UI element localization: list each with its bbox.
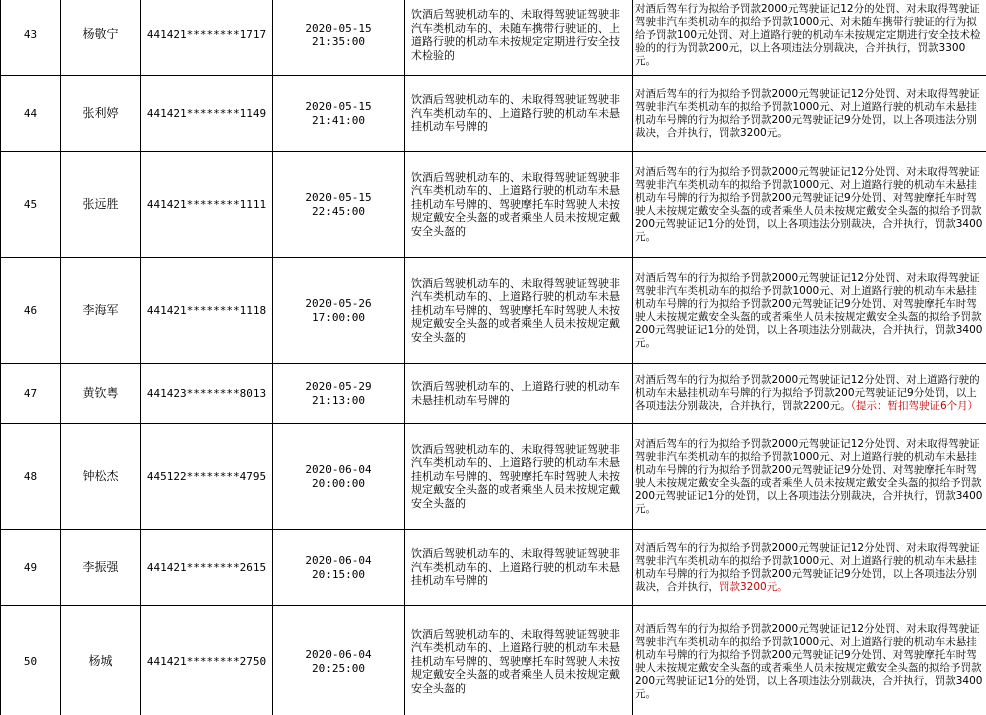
table-row	[1, 530, 986, 606]
violation-description: 饮酒后驾驶机动车的、未取得驾驶证驾驶非汽车类机动车的、上道路行驶的机动车未悬挂机动车号牌的、驾驶摩托车时驾驶人未按规定戴安全头盔的或者乘坐人员未按规定戴安全头盔的	[405, 152, 633, 258]
penalty-text: 对酒后驾车的行为拟给予罚款2000元驾驶证记12分处罚、对未取得驾驶证驾驶非汽车类机动车的拟给予罚款1000元、对上道路行驶的机动车未悬挂机动车号牌的行为拟给予罚款200元驾驶证记9分处罚、对驾驶摩托车时驾驶人未按规定戴安全头盔的或者乘坐人员未按规定戴安全头盔的拟给予罚款200元驾驶证记1分的处罚，以上各项违法分别裁决，合并执行，罚款3400元。	[635, 437, 983, 515]
violation-datetime	[273, 0, 405, 76]
violation-datetime	[273, 152, 405, 258]
violation-date: 2020-06-04	[305, 648, 372, 661]
id-number: 441421********1717	[141, 0, 273, 76]
violation-description: 饮酒后驾驶机动车的、上道路行驶的机动车未悬挂机动车号牌的	[405, 364, 633, 424]
offender-name: 钟松杰	[61, 424, 141, 530]
penalty-decision	[633, 152, 986, 258]
violation-date: 2020-05-15	[305, 21, 372, 35]
violation-time: 20:25:00	[312, 661, 365, 675]
penalty-decision	[633, 258, 986, 364]
penalty-decision	[633, 0, 986, 76]
penalty-text: 对酒后驾车的行为拟给予罚款2000元驾驶证记12分处罚、对上道路行驶的机动车未悬挂机动车号牌的行为拟给予罚款200元驾驶证记9分处罚，以上各项违法分别裁决，合并执行，罚款2200元。	[635, 374, 980, 412]
row-number: 50	[1, 606, 61, 715]
table-row	[1, 424, 986, 530]
violation-time: 20:00:00	[312, 476, 365, 490]
penalty-text: 对酒后驾车的行为拟给予罚款2000元驾驶证记12分处罚、对未取得驾驶证驾驶非汽车类机动车的拟给予罚款1000元、对上道路行驶的机动车未悬挂机动车号牌的行为拟给予罚款200元驾驶证记9分处罚、对驾驶摩托车时驾驶人未按规定戴安全头盔的或者乘坐人员未按规定戴安全头盔的拟给予罚款200元驾驶证记1分的处罚，以上各项违法分别裁决，合并执行，罚款3400元。	[635, 165, 983, 243]
violation-datetime	[273, 76, 405, 152]
id-number: 445122********4795	[141, 424, 273, 530]
offender-name: 李海军	[61, 258, 141, 364]
violation-time: 22:45:00	[312, 204, 365, 218]
offender-name: 黄钦粤	[61, 364, 141, 424]
offender-name: 张利婷	[61, 76, 141, 152]
violation-date: 2020-06-04	[305, 554, 372, 567]
penalty-decision	[633, 364, 986, 424]
violation-description: 饮酒后驾驶机动车的、未取得驾驶证驾驶非汽车类机动车的、上道路行驶的机动车未悬挂机动车号牌的、驾驶摩托车时驾驶人未按规定戴安全头盔的或者乘坐人员未按规定戴安全头盔的	[405, 606, 633, 715]
violation-time: 21:41:00	[312, 113, 365, 127]
penalty-decision	[633, 530, 986, 606]
row-number: 43	[1, 0, 61, 76]
offender-name: 张远胜	[61, 152, 141, 258]
id-number: 441421********1111	[141, 152, 273, 258]
penalty-note: （提示：暂扣驾驶证6个月）	[850, 400, 979, 412]
violation-time: 21:35:00	[312, 35, 365, 48]
violation-time: 17:00:00	[312, 310, 365, 324]
violation-datetime	[273, 364, 405, 424]
penalty-text: 对酒后驾车的行为拟给予罚款2000元驾驶证记12分处罚、对未取得驾驶证驾驶非汽车类机动车的拟给予罚款1000元、对上道路行驶的机动车未悬挂机动车号牌的行为拟给予罚款200元驾驶证记9分处罚，以上各项违法分别裁决，合并执行，	[635, 541, 980, 593]
offender-name: 李振强	[61, 530, 141, 606]
violation-description: 饮酒后驾驶机动车的、未取得驾驶证驾驶非汽车类机动车的、上道路行驶的机动车未悬挂机动车号牌的	[405, 530, 633, 606]
id-number: 441421********2750	[141, 606, 273, 715]
violation-description: 饮酒后驾驶机动车的、未取得驾驶证驾驶非汽车类机动车的、上道路行驶的机动车未悬挂机动车号牌的	[405, 76, 633, 152]
violation-time: 21:13:00	[312, 393, 365, 407]
violation-date: 2020-05-15	[305, 100, 372, 113]
penalty-text: 对酒后驾车行为拟给予罚款2000元驾驶证记12分的处罚、对未取得驾驶证驾驶非汽车类机动车的拟给予罚款1000元、对未随车携带行驶证的行为拟给予罚款100元处罚、对上道路行驶的机动车未按规定定期进行安全技术检验的的行为罚款200元，以上各项违法分别裁决，合并执行，罚款3300元。	[635, 2, 981, 67]
penalty-note: 罚款3200元。	[719, 580, 788, 593]
violation-datetime	[273, 258, 405, 364]
id-number: 441423********8013	[141, 364, 273, 424]
row-number: 44	[1, 76, 61, 152]
violation-datetime	[273, 424, 405, 530]
violation-date: 2020-05-26	[305, 297, 372, 310]
penalty-text: 对酒后驾车的行为拟给予罚款2000元驾驶证记12分处罚、对未取得驾驶证驾驶非汽车类机动车的拟给予罚款1000元、对上道路行驶的机动车未悬挂机动车号牌的行为拟给予罚款200元驾驶证记9分处罚，以上各项违法分别裁决，合并执行，罚款3200元。	[635, 87, 980, 139]
violation-time: 20:15:00	[312, 567, 365, 581]
penalty-decision	[633, 424, 986, 530]
table-row	[1, 258, 986, 364]
row-number: 47	[1, 364, 61, 424]
penalty-decision	[633, 76, 986, 152]
offender-name: 杨城	[61, 606, 141, 715]
violation-date: 2020-05-15	[305, 191, 372, 204]
offender-name: 杨敬宁	[61, 0, 141, 76]
violation-date: 2020-06-04	[305, 463, 372, 476]
table-row	[1, 0, 986, 76]
row-number: 45	[1, 152, 61, 258]
violation-datetime	[273, 606, 405, 715]
violation-datetime	[273, 530, 405, 606]
violation-description: 饮酒后驾驶机动车的、未取得驾驶证驾驶非汽车类机动车的、上道路行驶的机动车未悬挂机动车号牌的、驾驶摩托车时驾驶人未按规定戴安全头盔的或者乘坐人员未按规定戴安全头盔的	[405, 258, 633, 364]
violation-date: 2020-05-29	[305, 380, 372, 393]
row-number: 49	[1, 530, 61, 606]
id-number: 441421********1149	[141, 76, 273, 152]
penalty-text: 对酒后驾车的行为拟给予罚款2000元驾驶证记12分处罚、对未取得驾驶证驾驶非汽车类机动车的拟给予罚款1000元、对上道路行驶的机动车未悬挂机动车号牌的行为拟给予罚款200元驾驶证记9分处罚、对驾驶摩托车时驾驶人未按规定戴安全头盔的或者乘坐人员未按规定戴安全头盔的拟给予罚款200元驾驶证记1分的处罚，以上各项违法分别裁决，合并执行，罚款3400元。	[635, 271, 983, 349]
id-number: 441421********1118	[141, 258, 273, 364]
table-row	[1, 606, 986, 715]
id-number: 441421********2615	[141, 530, 273, 606]
penalty-decision	[633, 606, 986, 715]
penalty-text: 对酒后驾车的行为拟给予罚款2000元驾驶证记12分处罚、对未取得驾驶证驾驶非汽车类机动车的拟给予罚款1000元、对上道路行驶的机动车未悬挂机动车号牌的行为拟给予罚款200元驾驶证记9分处罚、对驾驶摩托车时驾驶人未按规定戴安全头盔的或者乘坐人员未按规定戴安全头盔的拟给予罚款200元驾驶证记1分的处罚，以上各项违法分别裁决，合并执行，罚款3400元。	[635, 622, 983, 700]
violation-description: 饮酒后驾驶机动车的、未取得驾驶证驾驶非汽车类机动车的、未随车携带行驶证的、上道路行驶的机动车未按规定定期进行安全技术检验的	[405, 0, 633, 76]
table-row	[1, 152, 986, 258]
table-row	[1, 364, 986, 424]
row-number: 48	[1, 424, 61, 530]
table-row	[1, 76, 986, 152]
violation-description: 饮酒后驾驶机动车的、未取得驾驶证驾驶非汽车类机动车的、上道路行驶的机动车未悬挂机动车号牌的、驾驶摩托车时驾驶人未按规定戴安全头盔的或者乘坐人员未按规定戴安全头盔的	[405, 424, 633, 530]
row-number: 46	[1, 258, 61, 364]
